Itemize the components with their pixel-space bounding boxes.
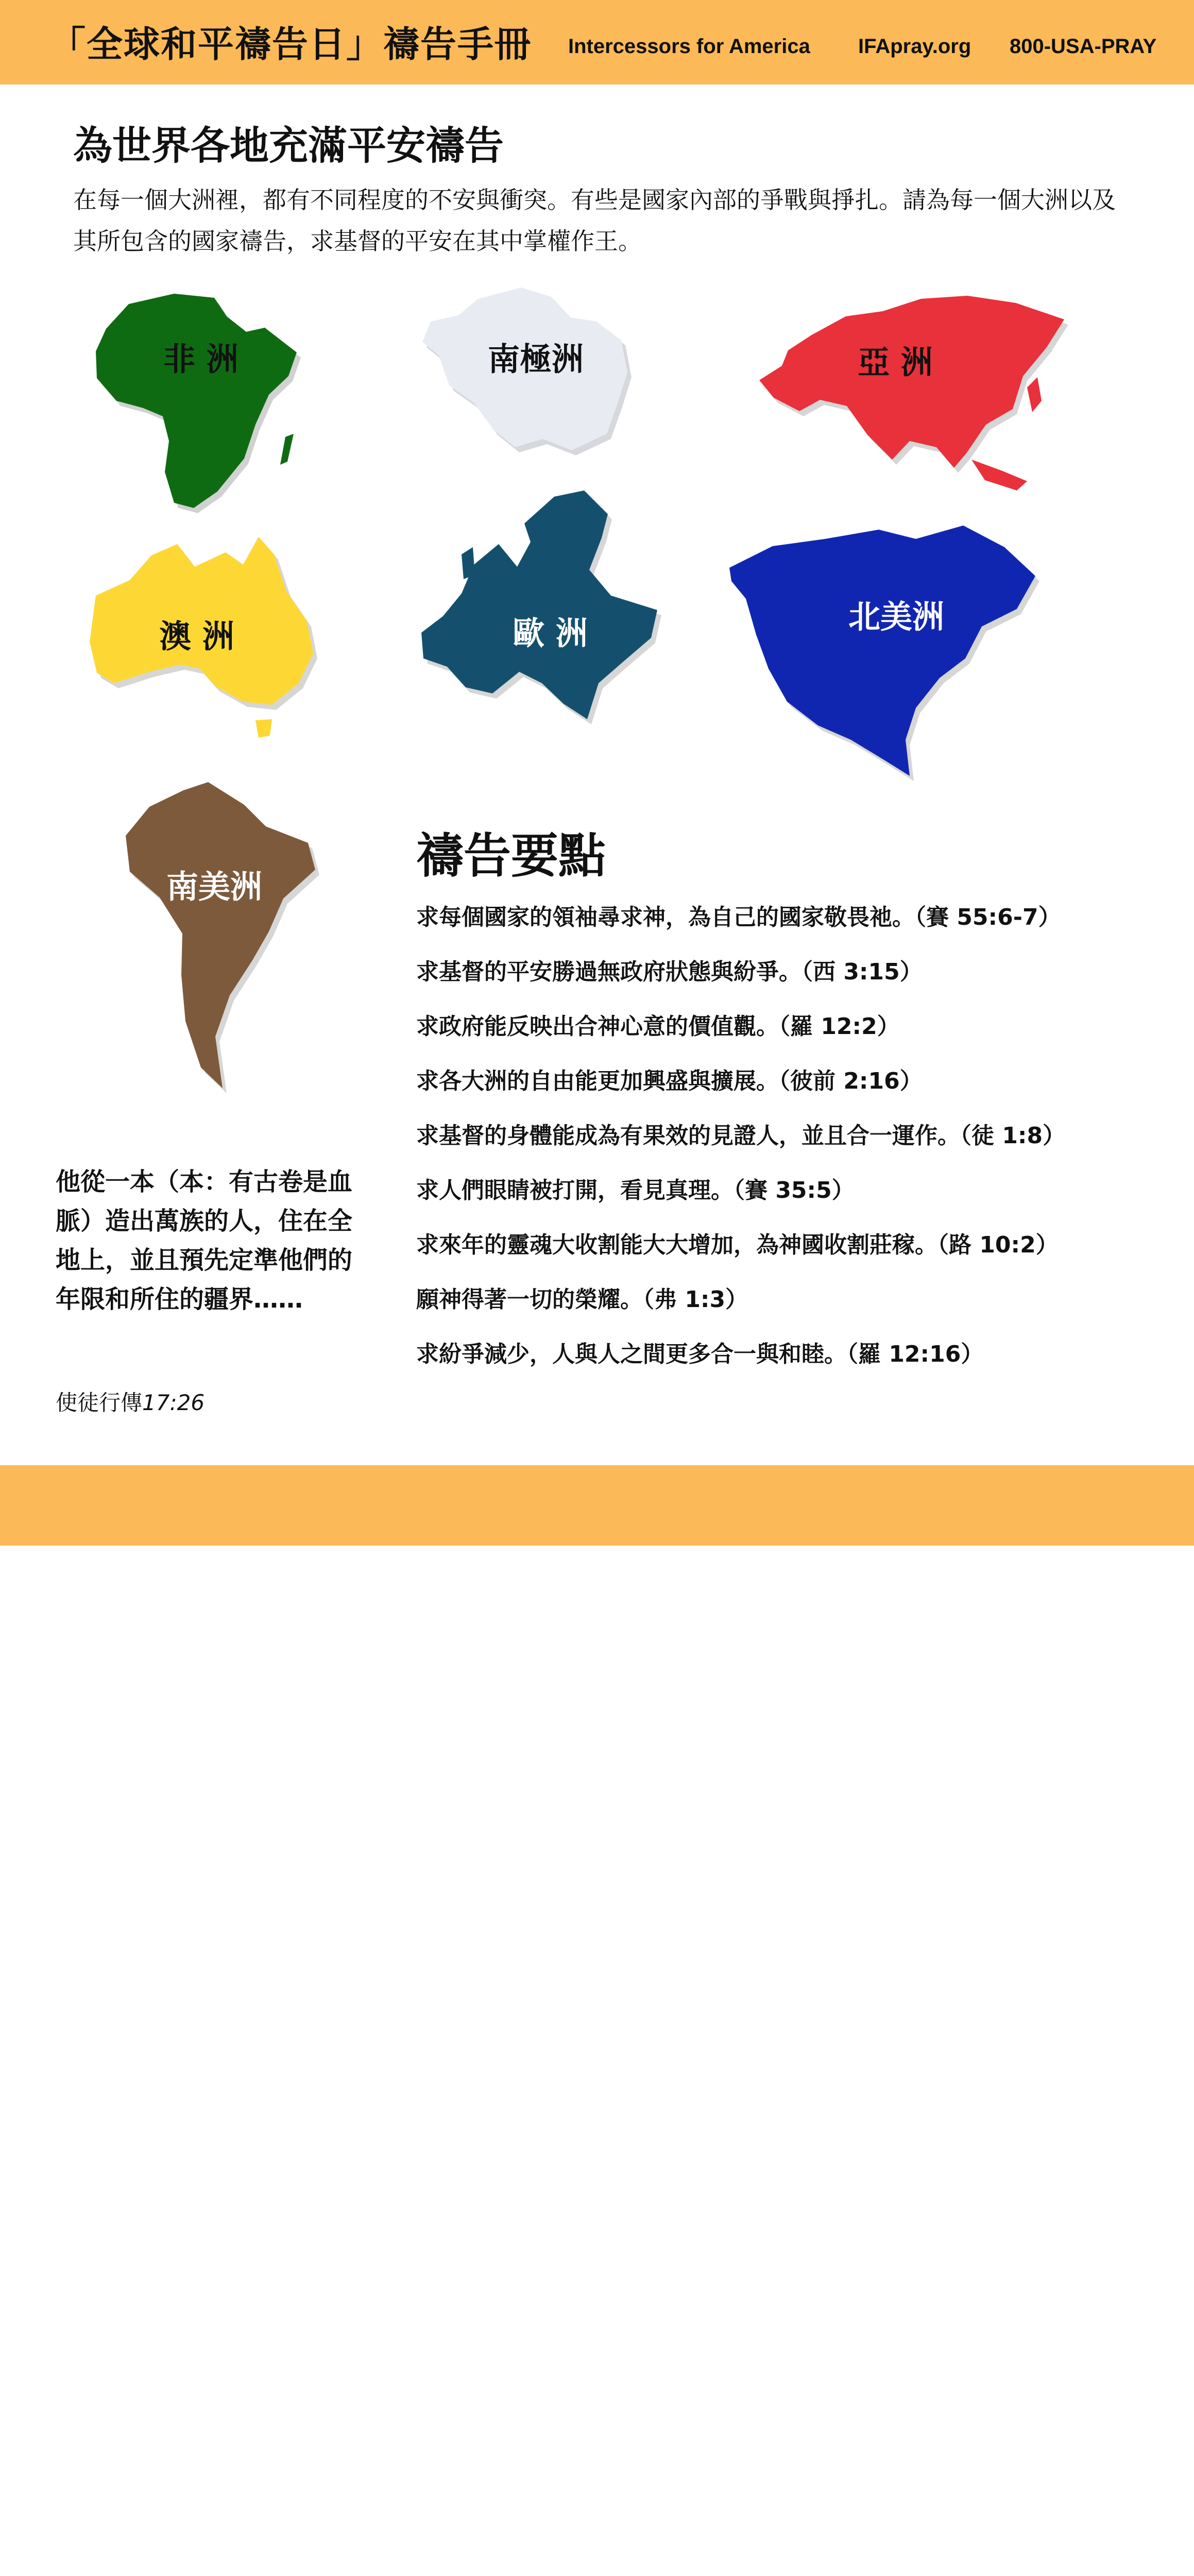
scripture-book: 使徒行傳	[56, 1390, 143, 1415]
scripture-verse: 17:26	[142, 1390, 205, 1415]
asia-map	[755, 290, 1074, 506]
north-america-map	[724, 518, 1044, 786]
asia-shape	[755, 290, 1074, 506]
europe-shape	[416, 487, 663, 724]
intro-paragraph: 在每一個大洲裡，都有不同程度的不安與衝突。有些是國家內部的爭戰與掙扎。請為每一個大洲以及其所包含的國家禱告，求基督的平安在其中掌權作王。	[73, 186, 1116, 255]
south-america-shape	[122, 779, 328, 1098]
prayer-points-title: 禱告要點	[416, 828, 606, 884]
north-america-label: 北美洲	[848, 598, 945, 636]
antarctica-label: 南極洲	[487, 340, 584, 378]
prayer-points-list	[416, 890, 1127, 1382]
africa-shape	[92, 286, 308, 513]
page-title: 為世界各地充滿平安禱告	[73, 123, 504, 168]
asia-label: 亞 洲	[858, 343, 933, 381]
prayer-point: 求紛爭減少，人與人之間更多合一與和睦。（羅 12:16）	[416, 1341, 984, 1367]
south-america-label: 南美洲	[166, 868, 263, 906]
south-america-map	[122, 779, 328, 1098]
prayer-point: 求基督的平安勝過無政府狀態與紛爭。（西 3:15）	[416, 959, 923, 985]
prayer-point: 求政府能反映出合神心意的價值觀。（羅 12:2）	[416, 1013, 900, 1040]
north-america-shape	[724, 518, 1044, 786]
organization-name: Intercessors for America	[568, 35, 810, 58]
prayer-point: 求每個國家的領袖尋求神，為自己的國家敬畏祂。（賽 55:6-7）	[416, 904, 1061, 930]
prayer-point: 求人們眼睛被打開，看見真理。（賽 35:5）	[416, 1177, 855, 1204]
organization-website[interactable]: IFApray.org	[858, 35, 971, 58]
africa-label: 非 洲	[163, 340, 238, 378]
scripture-quote: 他從一本（本：有古卷是血脈）造出萬族的人，住在全地上，並且預先定準他們的年限和所住的疆界……	[56, 1167, 353, 1314]
europe-label: 歐 洲	[513, 614, 588, 652]
organization-phone: 800-USA-PRAY	[1010, 35, 1157, 58]
prayer-point: 求來年的靈魂大收割能大大增加，為神國收割莊稼。（路 10:2）	[416, 1232, 1059, 1258]
europe-map	[416, 487, 663, 724]
handbook-title: 「全球和平禱告日」禱告手冊	[49, 23, 532, 65]
prayer-point: 求基督的身體能成為有果效的見證人，並且合一運作。（徒 1:8）	[416, 1123, 1066, 1149]
antarctica-map	[416, 284, 633, 454]
africa-map	[92, 286, 308, 513]
prayer-point: 願神得著一切的榮耀。（弗 1:3）	[416, 1286, 748, 1313]
header-bar	[0, 0, 1194, 84]
scripture-reference	[56, 1386, 204, 1417]
footer-bar	[0, 1465, 1194, 1546]
prayer-point: 求各大洲的自由能更加興盛與擴展。（彼前 2:16）	[416, 1068, 923, 1094]
australia-map	[86, 534, 322, 745]
australia-label: 澳 洲	[159, 617, 234, 655]
